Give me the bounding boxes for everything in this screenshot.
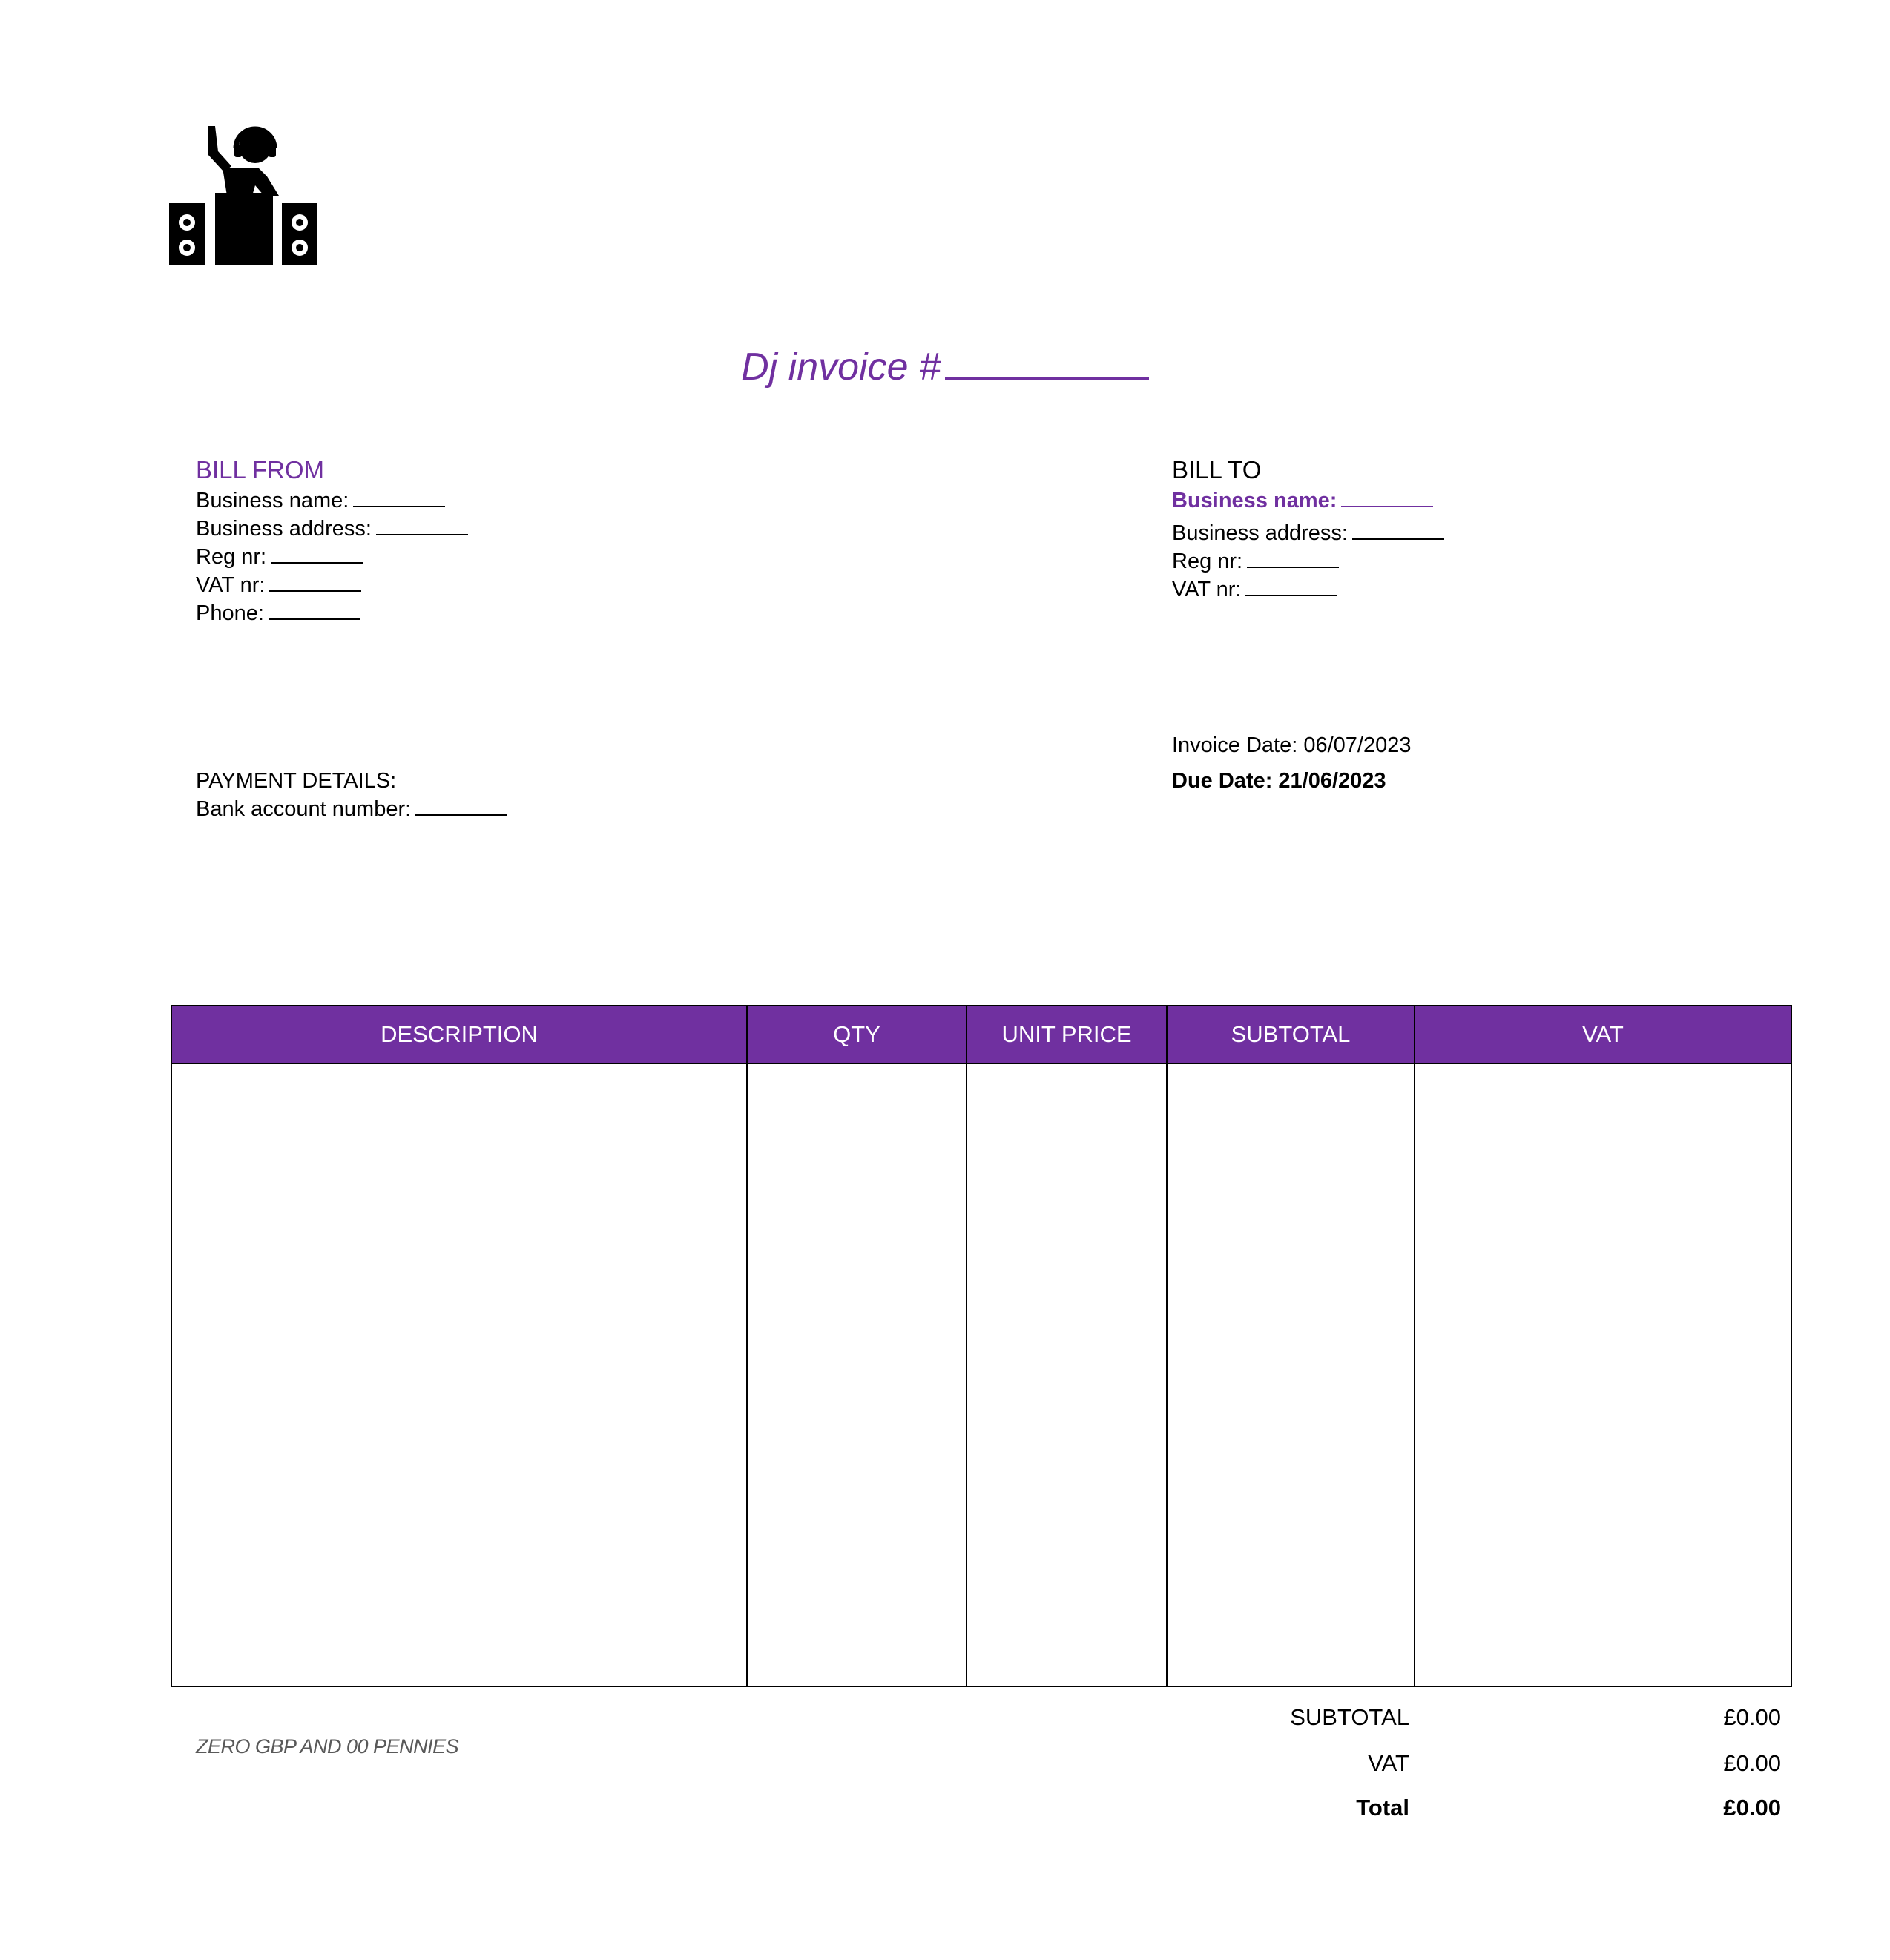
invoice-date: Invoice Date: 06/07/2023: [1172, 733, 1412, 757]
bill-to-business-address: Business address:: [1172, 521, 1348, 545]
amount-in-words: ZERO GBP AND 00 PENNIES: [196, 1735, 459, 1758]
bill-from-business-address: Business address:: [196, 517, 372, 541]
bill-from-heading: BILL FROM: [196, 456, 324, 484]
cell-qty[interactable]: [747, 1063, 967, 1686]
blank-line: [1341, 486, 1433, 507]
dates-section: [1172, 731, 1411, 795]
bill-to-reg-nr: Reg nr:: [1172, 550, 1243, 573]
cell-description[interactable]: [171, 1063, 747, 1686]
col-vat: VAT: [1415, 1006, 1791, 1063]
bill-from-phone: Phone:: [196, 601, 264, 625]
col-subtotal: SUBTOTAL: [1167, 1006, 1415, 1063]
invoice-number-blank: [945, 343, 1149, 380]
bill-from-vat-nr: VAT nr:: [196, 573, 266, 597]
blank-line: [1352, 519, 1444, 540]
blank-line: [1247, 547, 1339, 568]
blank-line: [353, 486, 445, 507]
subtotal-value: £0.00: [1723, 1704, 1781, 1730]
blank-line: [269, 571, 361, 592]
bill-to-section: [1172, 454, 1444, 604]
due-date: Due Date: 21/06/2023: [1172, 769, 1386, 793]
invoice-title-text: Dj invoice #: [741, 346, 941, 389]
table-row: [171, 1063, 1791, 1686]
payment-heading: PAYMENT DETAILS:: [196, 769, 397, 793]
items-table: [171, 1005, 1792, 1687]
total-label: Total: [1356, 1795, 1409, 1821]
invoice-title: [0, 343, 1890, 389]
col-qty: QTY: [747, 1006, 967, 1063]
bill-from-business-name: Business name:: [196, 489, 349, 512]
vat-label: VAT: [1368, 1750, 1409, 1776]
bank-account-label: Bank account number:: [196, 797, 412, 821]
blank-line: [269, 599, 360, 620]
blank-line: [376, 515, 468, 535]
col-unit-price: UNIT PRICE: [967, 1006, 1167, 1063]
total-value: £0.00: [1723, 1795, 1781, 1821]
bill-to-business-name: Business name:: [1172, 489, 1337, 512]
blank-line: [271, 543, 363, 564]
bill-from-reg-nr: Reg nr:: [196, 545, 267, 569]
cell-vat[interactable]: [1415, 1063, 1791, 1686]
table-header-row: [171, 1006, 1791, 1063]
vat-value: £0.00: [1723, 1750, 1781, 1776]
dj-icon: [169, 125, 317, 265]
bill-from-section: [196, 454, 468, 627]
bill-to-vat-nr: VAT nr:: [1172, 578, 1242, 601]
cell-subtotal[interactable]: [1167, 1063, 1415, 1686]
blank-line: [1245, 575, 1337, 596]
blank-line: [415, 795, 507, 816]
payment-section: [196, 767, 507, 823]
subtotal-label: SUBTOTAL: [1290, 1704, 1409, 1730]
col-description: DESCRIPTION: [171, 1006, 747, 1063]
cell-unit-price[interactable]: [967, 1063, 1167, 1686]
bill-to-heading: BILL TO: [1172, 456, 1262, 484]
